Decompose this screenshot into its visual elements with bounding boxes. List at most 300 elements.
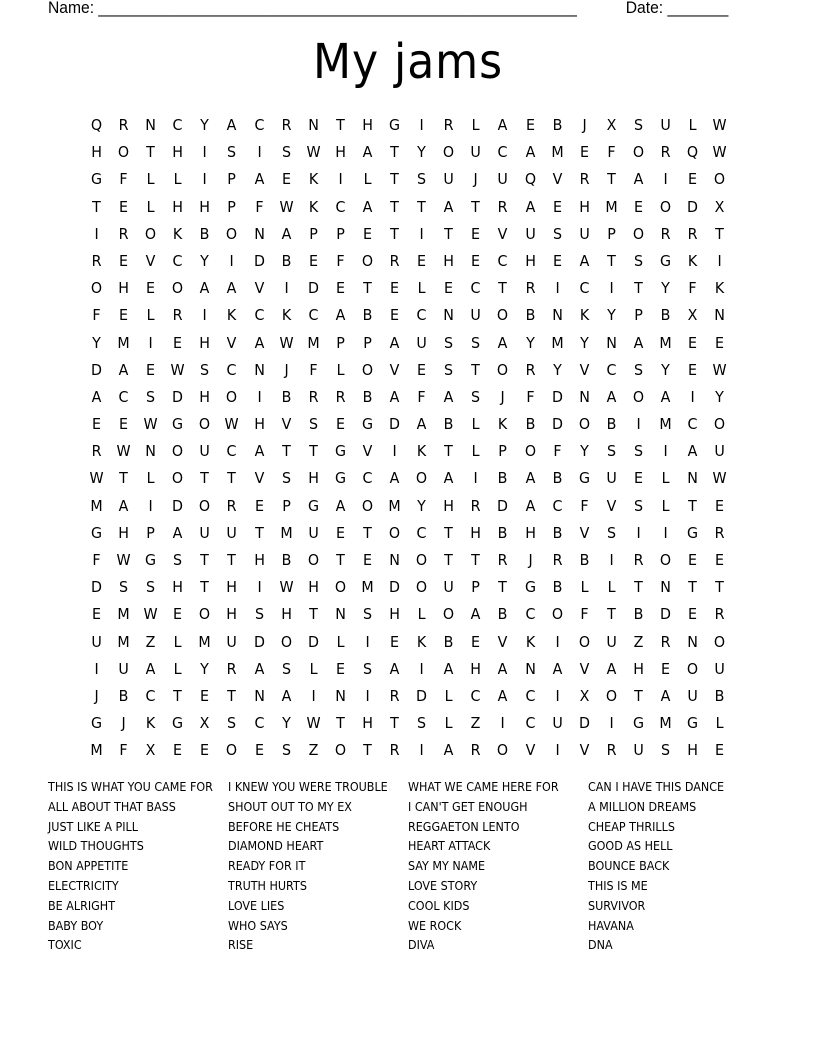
grid-cell[interactable]: O [632,387,645,406]
grid-cell[interactable]: Y [579,333,589,352]
grid-cell[interactable]: S [471,387,481,406]
grid-cell[interactable]: O [686,659,699,678]
grid-cell[interactable]: A [470,605,481,624]
grid-cell[interactable]: S [308,415,318,434]
grid-cell[interactable]: R [606,741,617,760]
grid-cell[interactable]: R [660,224,671,243]
grid-cell[interactable]: T [498,578,508,597]
grid-cell[interactable]: I [473,469,478,488]
grid-cell[interactable]: C [118,387,129,406]
grid-cell[interactable]: I [202,170,208,189]
grid-cell[interactable]: D [307,279,319,298]
grid-cell[interactable]: A [687,442,698,461]
grid-cell[interactable]: W [143,415,158,434]
grid-cell[interactable]: M [90,496,103,515]
grid-cell[interactable]: F [92,551,101,569]
grid-cell[interactable]: T [363,741,372,760]
grid-cell[interactable]: T [227,469,237,488]
grid-cell[interactable]: M [90,741,103,760]
grid-cell[interactable]: Z [633,632,644,651]
grid-cell[interactable]: L [417,279,426,298]
grid-cell[interactable]: X [606,116,617,134]
grid-cell[interactable]: R [227,496,237,515]
grid-cell[interactable]: H [687,741,698,760]
grid-cell[interactable]: O [497,741,509,760]
grid-cell[interactable]: N [389,551,400,569]
grid-cell[interactable]: O [714,170,726,189]
grid-cell[interactable]: E [688,605,698,624]
grid-cell[interactable]: G [172,714,184,733]
grid-cell[interactable]: E [146,360,156,379]
grid-cell[interactable]: L [336,360,345,379]
grid-cell[interactable]: R [335,387,346,406]
grid-cell[interactable]: R [389,251,400,270]
grid-cell[interactable]: E [715,333,725,352]
grid-cell[interactable]: U [443,578,454,597]
grid-cell[interactable]: K [416,632,427,651]
grid-cell[interactable]: L [471,116,480,134]
grid-cell[interactable]: R [497,551,508,569]
grid-cell[interactable]: I [202,306,208,325]
grid-cell[interactable]: A [633,333,644,352]
grid-cell[interactable]: A [145,659,156,678]
grid-cell[interactable]: I [555,632,560,651]
grid-cell[interactable]: P [336,224,345,243]
grid-cell[interactable]: J [94,686,99,705]
grid-cell[interactable]: E [335,415,345,434]
grid-cell[interactable]: E [715,496,725,515]
grid-cell[interactable]: E [688,170,698,189]
grid-cell[interactable]: S [633,442,643,461]
grid-cell[interactable]: E [200,741,210,760]
grid-cell[interactable]: W [306,143,321,162]
grid-cell[interactable]: I [717,251,722,270]
grid-cell[interactable]: O [226,741,238,760]
grid-cell[interactable]: H [524,523,536,542]
grid-cell[interactable]: S [417,170,427,189]
grid-cell[interactable]: A [443,469,454,488]
grid-cell[interactable]: A [362,197,373,216]
grid-cell[interactable]: D [497,496,509,515]
grid-cell[interactable]: V [227,333,237,352]
grid-cell[interactable]: O [90,279,103,298]
grid-cell[interactable]: I [663,442,668,461]
grid-cell[interactable]: L [309,659,318,678]
grid-cell[interactable]: H [118,279,129,298]
grid-cell[interactable]: K [308,170,318,189]
grid-cell[interactable]: A [118,360,129,379]
grid-cell[interactable]: L [146,197,155,216]
grid-cell[interactable]: A [200,279,210,298]
grid-cell[interactable]: M [550,143,564,162]
grid-cell[interactable]: A [254,170,264,189]
grid-cell[interactable]: R [389,686,400,705]
grid-cell[interactable]: E [335,523,345,542]
grid-cell[interactable]: F [580,496,589,515]
grid-cell[interactable]: I [148,496,153,515]
grid-cell[interactable]: E [471,251,481,270]
grid-cell[interactable]: R [118,116,129,134]
grid-cell[interactable]: W [712,469,727,488]
grid-cell[interactable]: U [687,686,698,705]
grid-cell[interactable]: C [525,605,536,624]
grid-cell[interactable]: R [687,224,698,243]
grid-cell[interactable]: O [307,551,319,569]
grid-cell[interactable]: R [118,224,129,243]
grid-cell[interactable]: D [253,251,265,270]
grid-cell[interactable]: K [416,442,427,461]
grid-cell[interactable]: R [525,360,536,379]
grid-cell[interactable]: O [578,415,590,434]
grid-cell[interactable]: A [660,387,671,406]
grid-cell[interactable]: L [417,605,426,624]
grid-cell[interactable]: E [254,496,264,515]
grid-cell[interactable]: G [307,496,319,515]
grid-cell[interactable]: M [659,415,672,434]
grid-cell[interactable]: S [633,496,643,515]
grid-cell[interactable]: T [146,143,156,162]
grid-cell[interactable]: B [281,387,292,406]
grid-cell[interactable]: Z [308,741,319,760]
grid-cell[interactable]: C [552,496,563,515]
grid-cell[interactable]: Y [200,659,210,678]
grid-cell[interactable]: M [388,496,401,515]
grid-cell[interactable]: E [173,333,183,352]
grid-cell[interactable]: N [253,686,265,705]
grid-cell[interactable]: U [660,116,671,134]
grid-cell[interactable]: I [555,741,560,760]
grid-cell[interactable]: C [416,523,427,542]
grid-cell[interactable]: M [659,333,672,352]
grid-cell[interactable]: U [91,632,102,651]
grid-cell[interactable]: L [173,659,182,678]
grid-cell[interactable]: C [470,279,481,298]
grid-cell[interactable]: T [200,578,210,597]
grid-cell[interactable]: C [335,197,346,216]
grid-cell[interactable]: E [254,741,264,760]
grid-cell[interactable]: I [555,686,560,705]
grid-cell[interactable]: T [390,197,399,216]
grid-cell[interactable]: V [552,170,563,189]
grid-cell[interactable]: F [553,442,562,461]
grid-cell[interactable]: G [659,251,672,270]
grid-cell[interactable]: U [308,523,319,542]
grid-cell[interactable]: A [335,306,346,325]
grid-cell[interactable]: O [551,605,563,624]
grid-cell[interactable]: U [470,143,482,162]
grid-cell[interactable]: P [607,224,616,243]
grid-cell[interactable]: T [606,605,616,624]
grid-cell[interactable]: R [497,197,508,216]
grid-cell[interactable]: B [498,523,508,542]
grid-cell[interactable]: E [362,224,372,243]
grid-cell[interactable]: B [579,551,590,569]
grid-cell[interactable]: A [335,496,346,515]
grid-cell[interactable]: N [524,659,536,678]
grid-cell[interactable]: Y [606,306,616,325]
grid-cell[interactable]: P [634,306,643,325]
grid-cell[interactable]: E [173,605,183,624]
grid-cell[interactable]: R [227,659,237,678]
grid-cell[interactable]: A [389,659,400,678]
grid-cell[interactable]: S [281,741,291,760]
grid-cell[interactable]: A [91,387,102,406]
grid-cell[interactable]: E [633,197,643,216]
grid-cell[interactable]: K [525,632,535,651]
grid-cell[interactable]: N [253,360,265,379]
grid-cell[interactable]: O [199,496,211,515]
grid-cell[interactable]: I [500,714,506,733]
grid-cell[interactable]: I [663,523,668,542]
grid-cell[interactable]: E [173,741,183,760]
grid-cell[interactable]: S [146,387,156,406]
grid-cell[interactable]: M [361,578,374,597]
grid-cell[interactable]: S [417,714,427,733]
grid-cell[interactable]: T [363,279,372,298]
grid-cell[interactable]: T [606,170,616,189]
grid-cell[interactable]: R [91,251,102,270]
grid-cell[interactable]: U [524,224,536,243]
grid-cell[interactable]: N [714,306,726,325]
grid-cell[interactable]: W [116,442,131,461]
grid-cell[interactable]: R [714,523,725,542]
grid-cell[interactable]: R [470,496,481,515]
grid-cell[interactable]: H [362,714,373,733]
grid-cell[interactable]: B [498,605,508,624]
grid-cell[interactable]: T [308,442,318,461]
grid-cell[interactable]: O [659,551,672,569]
grid-cell[interactable]: R [308,387,319,406]
grid-cell[interactable]: M [550,333,564,352]
grid-cell[interactable]: O [334,578,347,597]
grid-cell[interactable]: U [606,632,617,651]
grid-cell[interactable]: L [661,469,670,488]
grid-cell[interactable]: V [498,632,508,651]
grid-cell[interactable]: F [688,279,697,298]
grid-cell[interactable]: U [226,632,238,651]
grid-cell[interactable]: O [443,143,455,162]
grid-cell[interactable]: S [281,659,291,678]
grid-cell[interactable]: U [579,224,590,243]
grid-cell[interactable]: V [145,251,156,270]
grid-cell[interactable]: P [336,333,345,352]
grid-cell[interactable]: M [117,333,130,352]
grid-cell[interactable]: H [199,197,211,216]
grid-cell[interactable]: U [497,170,509,189]
grid-cell[interactable]: T [471,551,481,569]
grid-cell[interactable]: Z [145,632,156,651]
grid-cell[interactable]: T [308,605,318,624]
grid-cell[interactable]: T [390,170,399,189]
grid-cell[interactable]: D [551,387,563,406]
grid-cell[interactable]: I [257,578,262,597]
name-field[interactable]: Name: _______________________________________________________ [48,0,577,17]
grid-cell[interactable]: G [334,442,346,461]
grid-cell[interactable]: S [444,333,454,352]
grid-cell[interactable]: A [362,143,373,162]
grid-cell[interactable]: Y [661,360,670,379]
grid-cell[interactable]: I [392,442,397,461]
grid-cell[interactable]: Y [417,496,427,515]
grid-cell[interactable]: E [362,551,372,569]
grid-cell[interactable]: B [714,686,725,705]
grid-cell[interactable]: O [416,578,428,597]
grid-cell[interactable]: G [91,714,103,733]
grid-cell[interactable]: C [606,360,617,379]
grid-cell[interactable]: T [92,197,101,216]
grid-cell[interactable]: F [254,197,264,216]
grid-cell[interactable]: N [660,578,671,597]
grid-cell[interactable]: T [444,224,454,243]
grid-cell[interactable]: H [633,659,644,678]
grid-cell[interactable]: O [361,251,374,270]
grid-cell[interactable]: D [91,578,103,597]
grid-cell[interactable]: W [306,714,321,733]
grid-cell[interactable]: C [145,686,156,705]
grid-cell[interactable]: B [660,306,671,325]
grid-cell[interactable]: V [525,741,535,760]
grid-cell[interactable]: E [119,251,129,270]
grid-cell[interactable]: A [281,686,292,705]
grid-cell[interactable]: M [307,333,320,352]
grid-cell[interactable]: I [636,523,641,542]
grid-cell[interactable]: H [172,197,184,216]
grid-cell[interactable]: K [715,279,725,298]
grid-cell[interactable]: O [226,387,238,406]
grid-cell[interactable]: K [173,224,183,243]
grid-cell[interactable]: B [118,686,129,705]
grid-cell[interactable]: H [226,605,238,624]
grid-cell[interactable]: I [609,551,614,569]
grid-cell[interactable]: L [146,469,155,488]
grid-cell[interactable]: F [607,143,616,162]
grid-cell[interactable]: G [172,415,184,434]
grid-cell[interactable]: A [606,387,617,406]
grid-cell[interactable]: O [497,360,509,379]
grid-cell[interactable]: W [116,551,131,569]
grid-cell[interactable]: D [416,686,428,705]
grid-cell[interactable]: N [307,116,319,134]
grid-cell[interactable]: C [172,116,183,134]
grid-cell[interactable]: O [524,442,536,461]
grid-cell[interactable]: G [361,415,374,434]
grid-cell[interactable]: A [579,251,590,270]
grid-cell[interactable]: Y [715,387,725,406]
grid-cell[interactable]: A [389,469,400,488]
grid-cell[interactable]: A [443,741,454,760]
grid-cell[interactable]: X [145,741,156,760]
grid-cell[interactable]: H [253,551,265,569]
grid-cell[interactable]: H [307,578,319,597]
grid-cell[interactable]: O [416,551,428,569]
grid-cell[interactable]: I [338,170,343,189]
grid-cell[interactable]: M [280,523,293,542]
grid-cell[interactable]: E [200,686,210,705]
grid-cell[interactable]: L [580,578,589,597]
grid-cell[interactable]: T [336,116,345,134]
grid-cell[interactable]: S [552,224,562,243]
grid-cell[interactable]: H [524,251,536,270]
grid-cell[interactable]: I [663,170,668,189]
grid-cell[interactable]: E [688,333,698,352]
grid-cell[interactable]: W [279,578,294,597]
grid-cell[interactable]: N [551,306,563,325]
grid-cell[interactable]: Q [90,116,103,134]
grid-cell[interactable]: J [582,116,587,134]
grid-cell[interactable]: L [444,714,453,733]
grid-cell[interactable]: A [525,143,535,162]
grid-cell[interactable]: H [389,605,400,624]
grid-cell[interactable]: J [121,714,126,733]
grid-cell[interactable]: T [634,686,643,705]
grid-cell[interactable]: P [227,170,237,189]
grid-cell[interactable]: S [173,551,183,569]
grid-cell[interactable]: J [500,387,506,406]
grid-cell[interactable]: A [254,659,264,678]
grid-cell[interactable]: P [363,333,372,352]
grid-cell[interactable]: V [498,224,508,243]
grid-cell[interactable]: F [119,170,128,189]
grid-cell[interactable]: S [281,469,291,488]
grid-cell[interactable]: N [443,306,455,325]
grid-cell[interactable]: B [552,116,563,134]
grid-cell[interactable]: N [335,686,346,705]
grid-cell[interactable]: U [633,741,644,760]
grid-cell[interactable]: H [578,197,590,216]
grid-cell[interactable]: I [229,251,235,270]
grid-cell[interactable]: K [146,714,156,733]
grid-cell[interactable]: W [224,415,240,434]
grid-cell[interactable]: D [551,415,563,434]
grid-cell[interactable]: R [525,279,536,298]
grid-cell[interactable]: U [226,523,238,542]
grid-cell[interactable]: C [525,714,536,733]
grid-cell[interactable]: D [578,714,590,733]
grid-cell[interactable]: S [606,523,616,542]
grid-cell[interactable]: Y [281,714,291,733]
grid-cell[interactable]: N [253,224,265,243]
grid-cell[interactable]: H [226,578,238,597]
grid-cell[interactable]: E [661,659,671,678]
grid-cell[interactable]: A [606,659,617,678]
grid-cell[interactable]: U [199,523,211,542]
grid-cell[interactable]: K [687,251,698,270]
grid-cell[interactable]: E [579,143,589,162]
grid-cell[interactable]: T [390,143,399,162]
grid-cell[interactable]: O [714,415,726,434]
grid-cell[interactable]: O [443,605,455,624]
grid-cell[interactable]: O [361,360,374,379]
grid-cell[interactable]: O [714,632,726,651]
grid-cell[interactable]: E [119,197,129,216]
grid-cell[interactable]: N [605,333,617,352]
grid-cell[interactable]: C [470,686,481,705]
grid-cell[interactable]: C [227,360,237,379]
grid-cell[interactable]: S [660,741,671,760]
grid-cell[interactable]: Q [686,143,699,162]
grid-cell[interactable]: E [308,251,318,270]
grid-cell[interactable]: D [172,496,184,515]
grid-cell[interactable]: O [497,306,509,325]
grid-cell[interactable]: E [119,306,129,325]
grid-cell[interactable]: O [172,469,184,488]
grid-cell[interactable]: S [362,605,373,624]
grid-cell[interactable]: E [335,659,345,678]
grid-cell[interactable]: R [389,741,400,760]
grid-cell[interactable]: V [281,415,292,434]
grid-cell[interactable]: J [473,170,478,189]
grid-cell[interactable]: G [91,523,103,542]
